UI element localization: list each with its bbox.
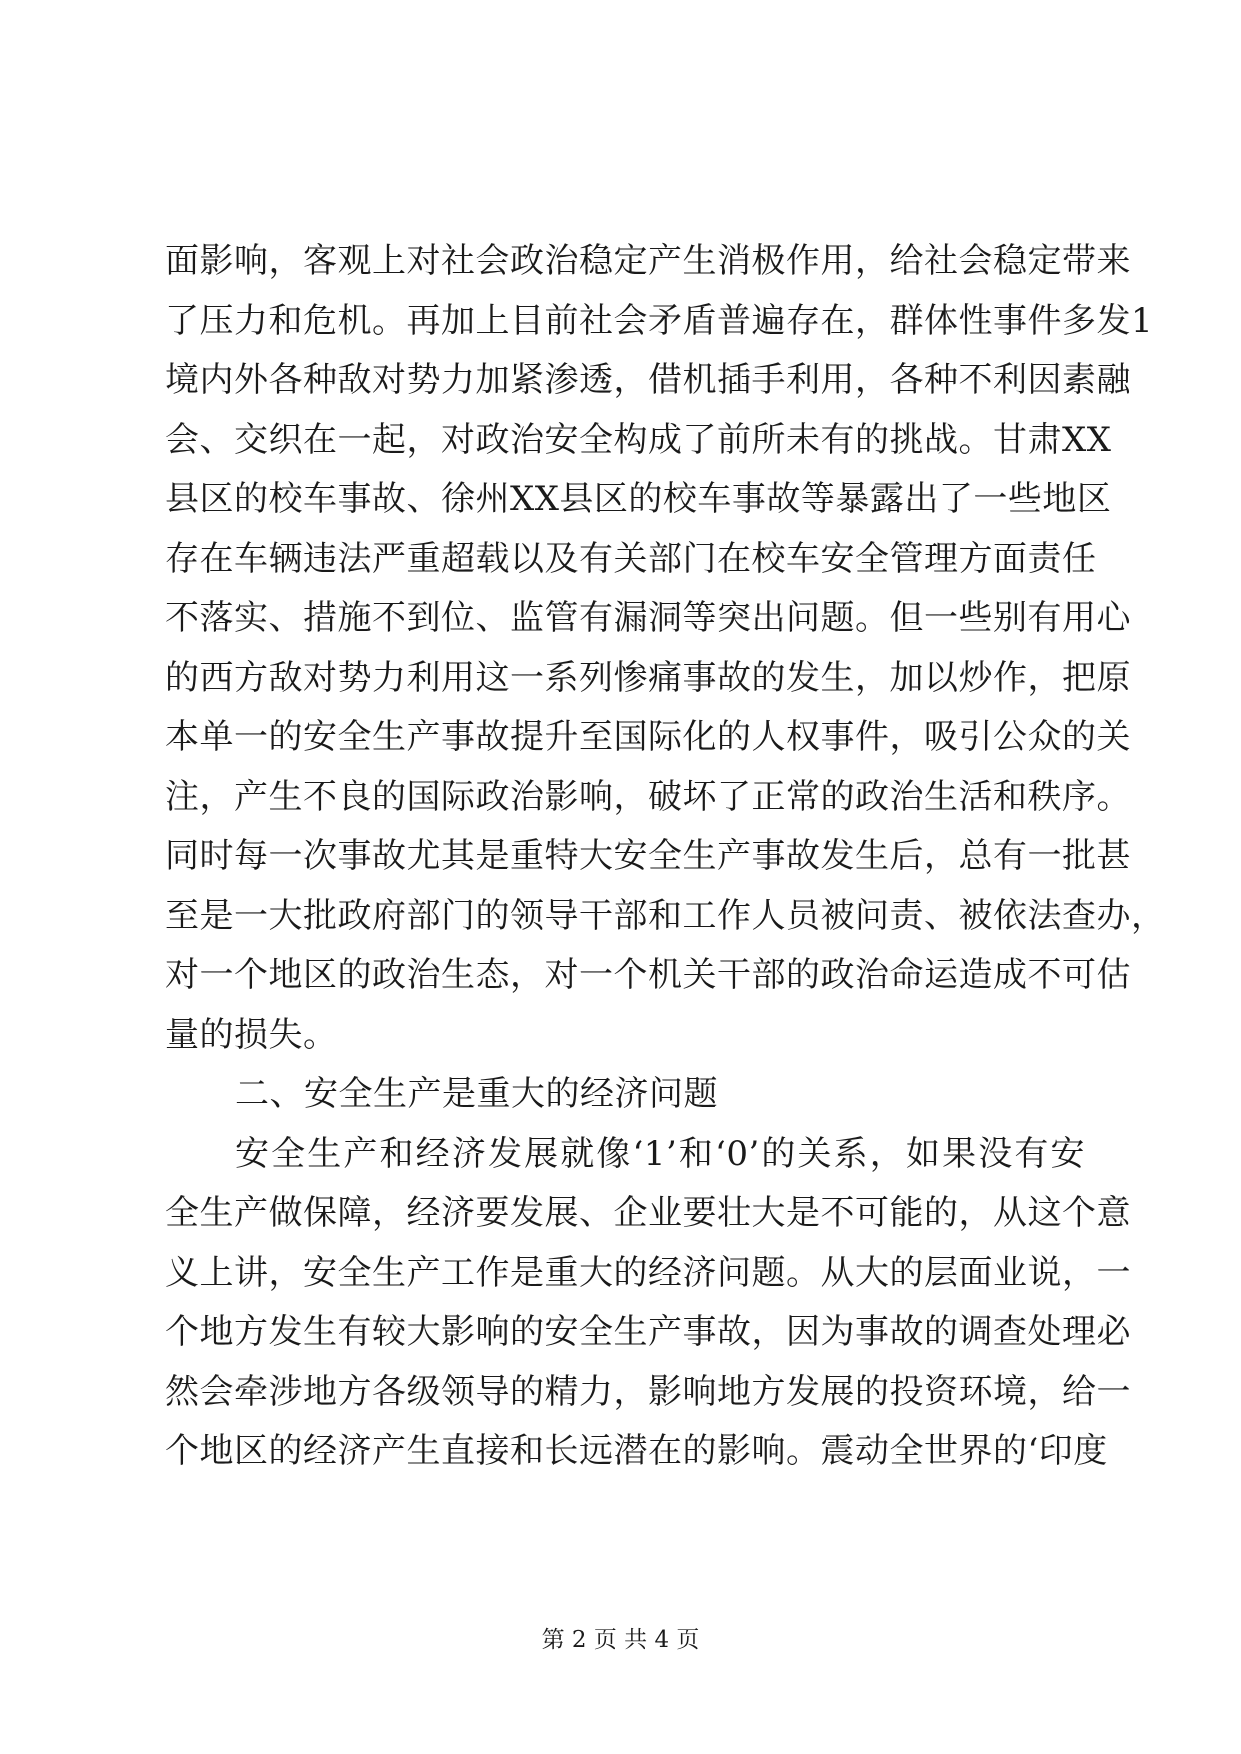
paragraph-line: 会、交织在一起，对政治安全构成了前所未有的挑战。甘肃XX — [165, 419, 1112, 460]
paragraph-line: 至是一大批政府部门的领导干部和工作人员被问责、被依法查办， — [165, 895, 1166, 936]
paragraph-line: 县区的校车事故、徐州XX县区的校车事故等暴露出了一些地区 — [165, 479, 1112, 519]
paragraph-line: 本单一的安全生产事故提升至国际化的人权事件，吸引公众的关 — [165, 717, 1131, 757]
paragraph-line: 然会牵涉地方各级领导的精力，影响地方发展的投资环境，给一 — [165, 1371, 1131, 1412]
paragraph-line: 全生产做保障，经济要发展、企业要壮大是不可能的，从这个意 — [165, 1193, 1131, 1233]
paragraph-line: 了压力和危机。再加上目前社会矛盾普遍存在，群体性事件多发1 — [165, 300, 1154, 341]
paragraph-line: 不落实、措施不到位、监管有漏洞等突出问题。但一些别有用心 — [165, 598, 1131, 638]
paragraph-line: 对一个地区的政治生态，对一个机关干部的政治命运造成不可估 — [165, 955, 1131, 995]
paragraph-line: 个地方发生有较大影响的安全生产事故，因为事故的调查处理必 — [165, 1312, 1131, 1352]
paragraph-line: 境内外各种敌对势力加紧渗透，借机插手利用，各种不利因素融 — [165, 360, 1131, 400]
page-footer: 第 2 页 共 4 页 — [541, 1627, 700, 1653]
paragraph-line: 安全生产和经济发展就像‘1’和‘0’的关系，如果没有安 — [235, 1133, 1085, 1174]
document-body — [165, 232, 1166, 1482]
paragraph-line: 存在车辆违法严重超载以及有关部门在校车安全管理方面责任 — [165, 538, 1097, 579]
paragraph-line: 同时每一次事故尤其是重特大安全生产事故发生后，总有一批甚 — [165, 836, 1131, 876]
paragraph-line: 义上讲，安全生产工作是重大的经济问题。从大的层面业说，一 — [165, 1252, 1131, 1293]
paragraph-line: 面影响，客观上对社会政治稳定产生消极作用，给社会稳定带来 — [165, 241, 1131, 281]
paragraph-line: 注，产生不良的国际政治影响，破坏了正常的政治生活和秩序。 — [165, 776, 1131, 817]
section-heading: 二、安全生产是重大的经济问题 — [235, 1074, 718, 1114]
paragraph-line: 个地区的经济产生直接和长远潜在的影响。震动全世界的‘印度 — [165, 1431, 1108, 1471]
paragraph-line: 的西方敌对势力利用这一系列惨痛事故的发生，加以炒作，把原 — [165, 657, 1131, 698]
paragraph-line: 量的损失。 — [165, 1014, 338, 1055]
